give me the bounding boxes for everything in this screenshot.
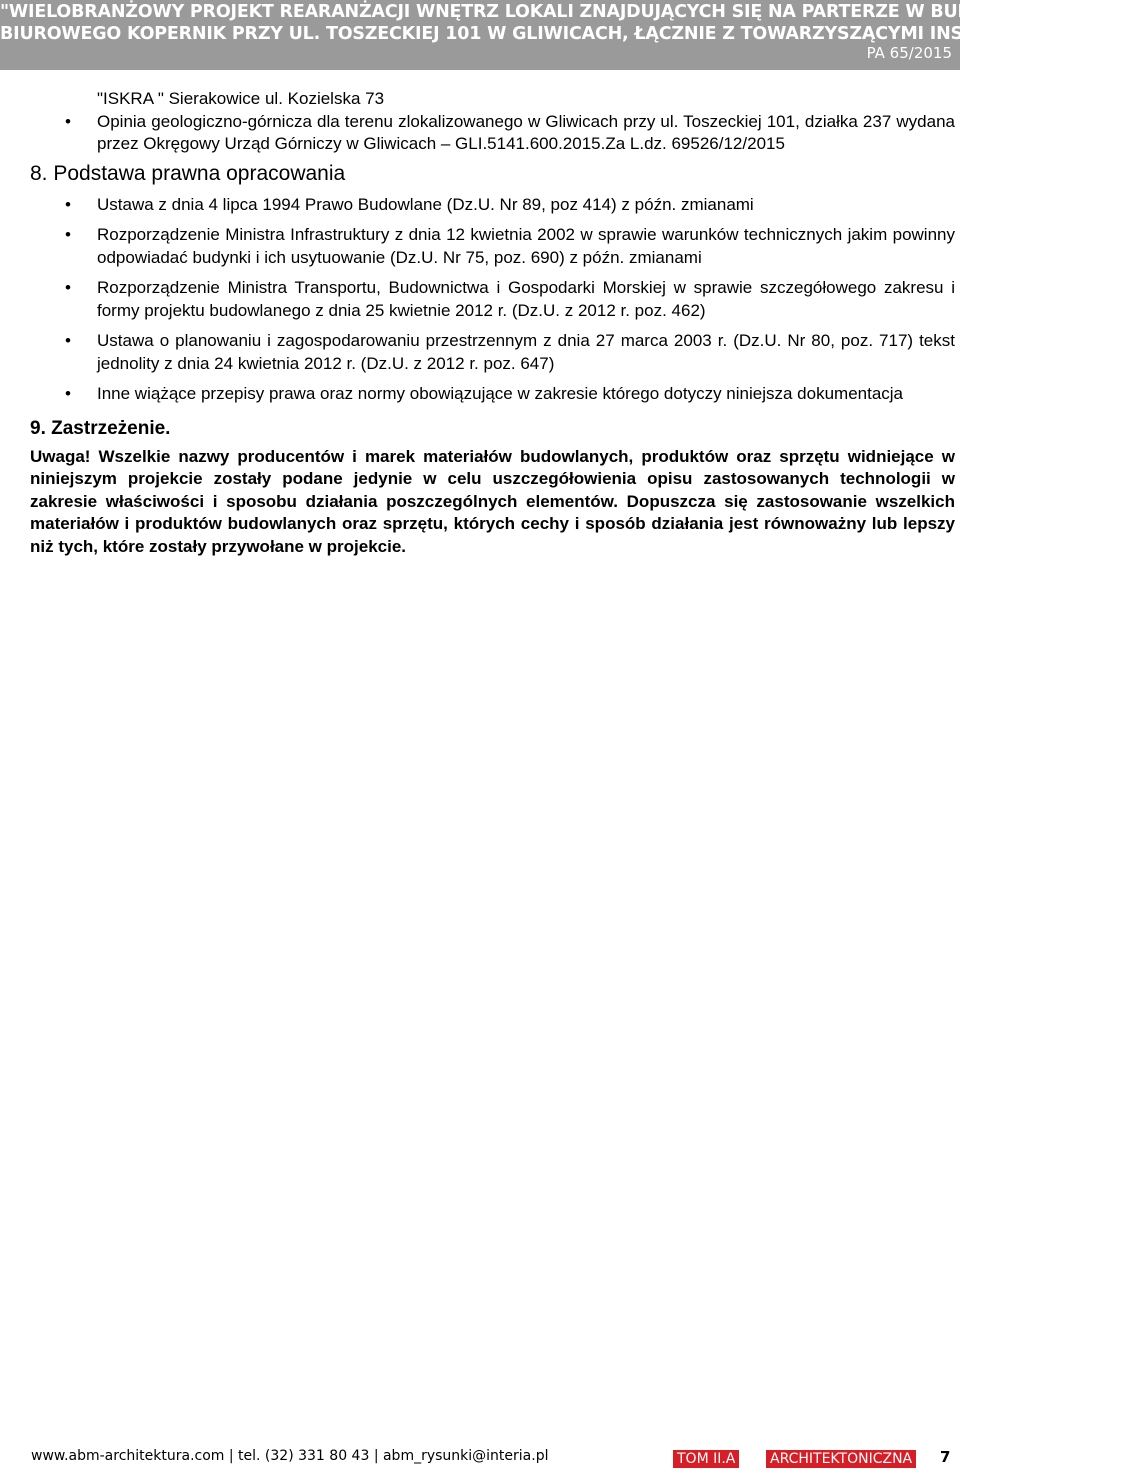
volume-tag: TOM II.A: [673, 1450, 739, 1468]
list-item: [30, 111, 955, 156]
list-item: [30, 88, 955, 111]
list-item-text: Inne wiążące przepisy prawa oraz normy obowiązujące w zakresie którego dotyczy niniejsza dokumentacja: [97, 384, 904, 403]
list-item-text: Rozporządzenie Ministra Transportu, Budownictwa i Gospodarki Morskiej w sprawie szczegółowego zakresu i formy projektu budowlanego z dnia 25 kwietnie 2012 r. (Dz.U. z 2012 r. poz. 462): [97, 278, 955, 320]
document-header: [0, 0, 1126, 70]
list-item-text: Ustawa z dnia 4 lipca 1994 Prawo Budowlane (Dz.U. Nr 89, poz 414) z późn. zmianami: [97, 194, 754, 214]
header-title-line-2: BIUROWEGO KOPERNIK PRZY UL. TOSZECKIEJ 101 W GLIWICACH, ŁĄCZNIE Z TOWARZYSZĄCYMI INSTALACJAMI": [0, 24, 1076, 44]
bullet: •: [65, 225, 71, 244]
page-footer: [0, 1440, 960, 1476]
page-content: [30, 88, 955, 558]
bullet: •: [65, 384, 71, 403]
page-number: 7: [940, 1448, 951, 1466]
bullet: •: [65, 278, 71, 297]
list-item: [30, 330, 955, 375]
list-item-text: "ISKRA " Sierakowice ul. Kozielska 73: [97, 89, 385, 108]
bullet: •: [65, 194, 71, 214]
section-8-heading: 8. Podstawa prawna opracowania: [30, 161, 346, 185]
project-code: PA 65/2015: [866, 44, 952, 62]
list-item: [30, 383, 955, 406]
list-item: [30, 277, 955, 322]
list-item-text: Ustawa o planowaniu i zagospodarowaniu przestrzennym z dnia 27 marca 2003 r. (Dz.U. Nr 80, poz. 717) tekst jednolity z dnia 24 kwietnia 2012 r. (Dz.U. z 2012 r. poz. 647): [97, 331, 955, 373]
footer-contact: www.abm-architektura.com | tel. (32) 331 80 43 | abm_rysunki@interia.pl: [31, 1448, 549, 1464]
disclaimer-note: Uwaga! Wszelkie nazwy producentów i marek materiałów budowlanych, produktów oraz sprzętu widniejące w niniejszym projekcie zostały podane jedynie w celu uszczegółowienia opisu zastosowanych technologii w zakresie właściwości i sposobu działania poszczególnych elementów. Dopuszcza się zastosowanie wszelkich materiałów i produktów budowlanych oraz sprzętu, których cechy i sposób działania jest równoważny lub lepszy niż tych, które zostały przywołane w projekcie.: [30, 446, 955, 556]
section-9-heading: 9. Zastrzeżenie.: [30, 417, 171, 439]
list-item: [30, 224, 955, 269]
list-item-text: Rozporządzenie Ministra Infrastruktury z dnia 12 kwietnia 2002 w sprawie warunków technicznych jakim powinny odpowiadać budynki i ich usytuowanie (Dz.U. Nr 75, poz. 690) z późn. zmianami: [97, 225, 955, 267]
header-title-line-1: "WIELOBRANŻOWY PROJEKT REARANŻACJI WNĘTRZ LOKALI ZNAJDUJĄCYCH SIĘ NA PARTERZE W BUDYNKU CENTRUM: [0, 2, 1126, 22]
list-item-text: Opinia geologiczno-górnicza dla terenu zlokalizowanego w Gliwicach przy ul. Toszeckiej 101, działka 237 wydana przez Okręgowy Urząd Górniczy w Gliwicach – GLI.5141.600.2015.Za L.dz. 69526/12/2015: [97, 111, 955, 153]
bullet: •: [65, 111, 71, 131]
bullet: •: [65, 331, 71, 350]
discipline-tag: ARCHITEKTONICZNA: [766, 1450, 916, 1468]
list-item: [30, 194, 955, 217]
